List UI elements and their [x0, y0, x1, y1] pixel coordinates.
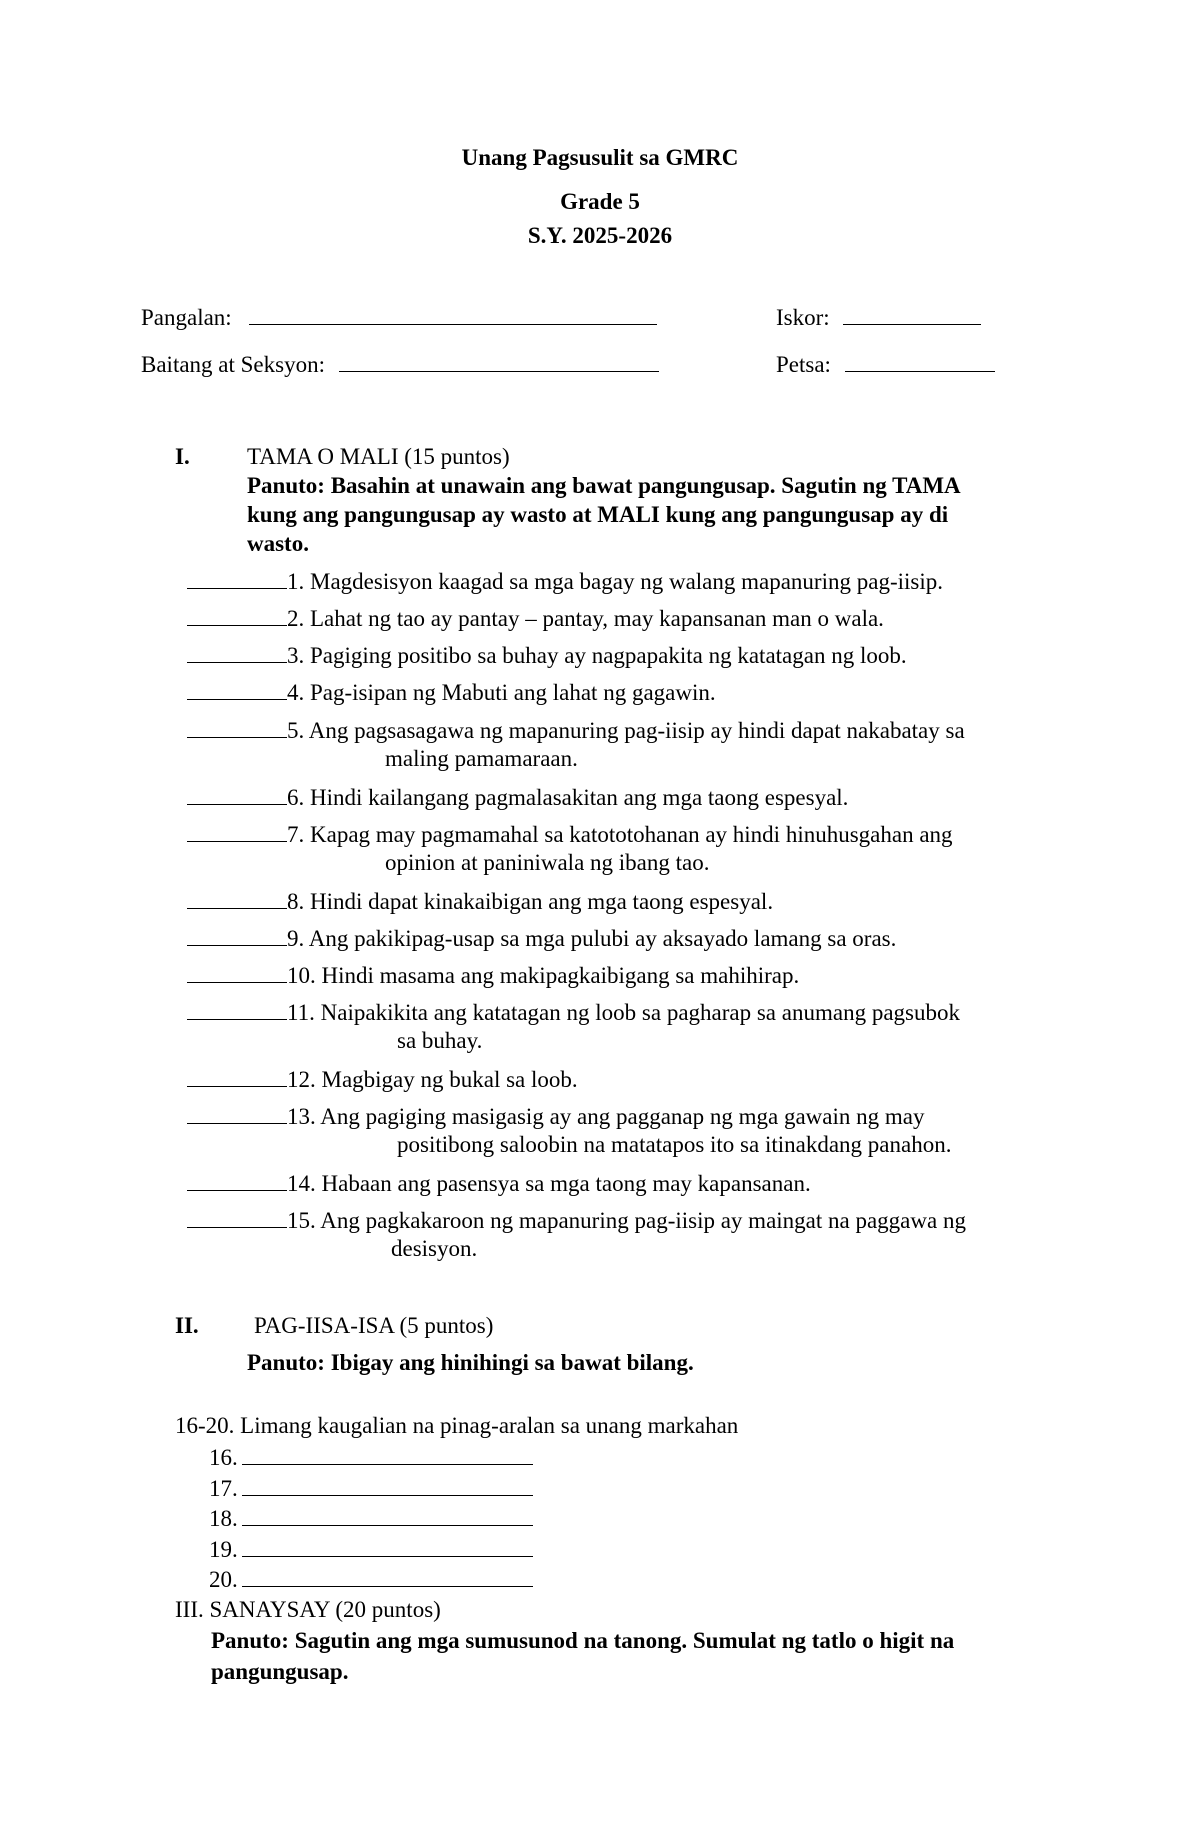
section1-directions-3: wasto. [247, 531, 309, 556]
item-text: 10. Hindi masama ang makipagkaibigang sa mahihirap. [287, 963, 800, 988]
tf-item-13-cont: positibong saloobin na matatapos ito sa itinakdang panahon. [397, 1132, 952, 1157]
answer-blank[interactable] [187, 679, 287, 700]
section2-title: PAG-IISA-ISA (5 puntos) [254, 1313, 494, 1338]
tf-item-15-cont: desisyon. [391, 1236, 478, 1261]
item-text: 8. Hindi dapat kinakaibigan ang mga taong espesyal. [287, 889, 774, 914]
enum-blank[interactable] [242, 1475, 533, 1496]
score-blank[interactable] [843, 304, 981, 325]
enum-number: 19. [209, 1537, 238, 1562]
exam-title: Unang Pagsusulit sa GMRC [461, 145, 739, 170]
answer-blank[interactable] [187, 888, 287, 909]
enum-blank[interactable] [242, 1536, 533, 1557]
answer-blank[interactable] [187, 1170, 287, 1191]
item-text: 1. Magdesisyon kaagad sa mga bagay ng walang mapanuring pag-iisip. [287, 569, 943, 594]
tf-item-5 [187, 717, 965, 744]
tf-item-3 [187, 642, 907, 669]
section1-directions-2: kung ang pangungusap ay wasto at MALI kung ang pangungusap ay di [247, 502, 949, 527]
date-blank[interactable] [845, 351, 995, 372]
tf-item-11-cont: sa buhay. [397, 1028, 483, 1053]
score-field [776, 304, 981, 331]
enum-blank[interactable] [242, 1566, 533, 1587]
date-label: Petsa: [776, 352, 831, 377]
tf-item-11 [187, 999, 960, 1026]
answer-blank[interactable] [187, 642, 287, 663]
item-text: 4. Pag-isipan ng Mabuti ang lahat ng gagawin. [287, 680, 716, 705]
answer-blank[interactable] [187, 962, 287, 983]
school-year: S.Y. 2025-2026 [527, 223, 673, 248]
section1-title: TAMA O MALI (15 puntos) [247, 444, 510, 469]
enum-blank[interactable] [242, 1505, 533, 1526]
section2-question: 16-20. Limang kaugalian na pinag-aralan sa unang markahan [175, 1413, 739, 1438]
tf-item-8 [187, 888, 773, 915]
tf-item-10 [187, 962, 799, 989]
answer-blank[interactable] [187, 821, 287, 842]
item-text: 7. Kapag may pagmamahal sa katototohanan ay hindi hinuhusgahan ang [287, 822, 953, 847]
item-text: 14. Habaan ang pasensya sa mga taong may kapansanan. [287, 1171, 811, 1196]
section3-directions-2: pangungusap. [211, 1659, 349, 1684]
answer-blank[interactable] [187, 605, 287, 626]
enum-blank[interactable] [242, 1444, 533, 1465]
section1-numeral: I. [175, 444, 190, 469]
item-text: 11. Naipakikita ang katatagan ng loob sa pagharap sa anumang pagsubok [287, 1000, 960, 1025]
tf-item-1 [187, 568, 943, 595]
answer-blank[interactable] [187, 1207, 287, 1228]
enum-answer-17 [209, 1475, 533, 1502]
answer-blank[interactable] [187, 784, 287, 805]
section2-directions: Panuto: Ibigay ang hinihingi sa bawat bilang. [247, 1350, 694, 1375]
tf-item-12 [187, 1066, 578, 1093]
item-text: 6. Hindi kailangang pagmalasakitan ang mga taong espesyal. [287, 785, 849, 810]
answer-blank[interactable] [187, 1103, 287, 1124]
answer-blank[interactable] [187, 717, 287, 738]
tf-item-2 [187, 605, 884, 632]
enum-answer-18 [209, 1505, 533, 1532]
tf-item-4 [187, 679, 716, 706]
enum-number: 17. [209, 1476, 238, 1501]
section1-directions-1: Panuto: Basahin at unawain ang bawat pangungusap. Sagutin ng TAMA [247, 473, 961, 498]
answer-blank[interactable] [187, 925, 287, 946]
tf-item-15 [187, 1207, 966, 1234]
grade-level: Grade 5 [560, 189, 640, 214]
tf-item-13 [187, 1103, 924, 1130]
answer-blank[interactable] [187, 1066, 287, 1087]
item-text: 15. Ang pagkakaroon ng mapanuring pag-iisip ay maingat na paggawa ng [287, 1208, 966, 1233]
date-field [776, 351, 995, 378]
tf-item-9 [187, 925, 896, 952]
item-text: 2. Lahat ng tao ay pantay – pantay, may kapansanan man o wala. [287, 606, 884, 631]
enum-number: 20. [209, 1567, 238, 1592]
enum-answer-16 [209, 1444, 533, 1471]
tf-item-6 [187, 784, 848, 811]
tf-item-7-cont: opinion at paniniwala ng ibang tao. [385, 850, 710, 875]
score-label: Iskor: [776, 305, 830, 330]
section2-numeral: II. [175, 1313, 199, 1338]
tf-item-5-cont: maling pamamaraan. [385, 746, 578, 771]
item-text: 12. Magbigay ng bukal sa loob. [287, 1067, 578, 1092]
tf-item-7 [187, 821, 953, 848]
section-label: Baitang at Seksyon: [141, 352, 325, 377]
enum-answer-19 [209, 1536, 533, 1563]
item-text: 9. Ang pakikipag-usap sa mga pulubi ay aksayado lamang sa oras. [287, 926, 897, 951]
name-field [141, 304, 657, 331]
name-label: Pangalan: [141, 305, 232, 330]
section-blank[interactable] [339, 351, 659, 372]
answer-blank[interactable] [187, 568, 287, 589]
section-field [141, 351, 659, 378]
section3-directions-1: Panuto: Sagutin ang mga sumusunod na tanong. Sumulat ng tatlo o higit na [211, 1628, 955, 1653]
enum-number: 18. [209, 1506, 238, 1531]
answer-blank[interactable] [187, 999, 287, 1020]
section3-title: III. SANAYSAY (20 puntos) [175, 1597, 441, 1622]
item-text: 13. Ang pagiging masigasig ay ang pagganap ng mga gawain ng may [287, 1104, 925, 1129]
name-blank[interactable] [249, 304, 657, 325]
item-text: 3. Pagiging positibo sa buhay ay nagpapakita ng katatagan ng loob. [287, 643, 907, 668]
enum-number: 16. [209, 1445, 238, 1470]
enum-answer-20 [209, 1566, 533, 1593]
tf-item-14 [187, 1170, 811, 1197]
item-text: 5. Ang pagsasagawa ng mapanuring pag-iisip ay hindi dapat nakabatay sa [287, 718, 965, 743]
